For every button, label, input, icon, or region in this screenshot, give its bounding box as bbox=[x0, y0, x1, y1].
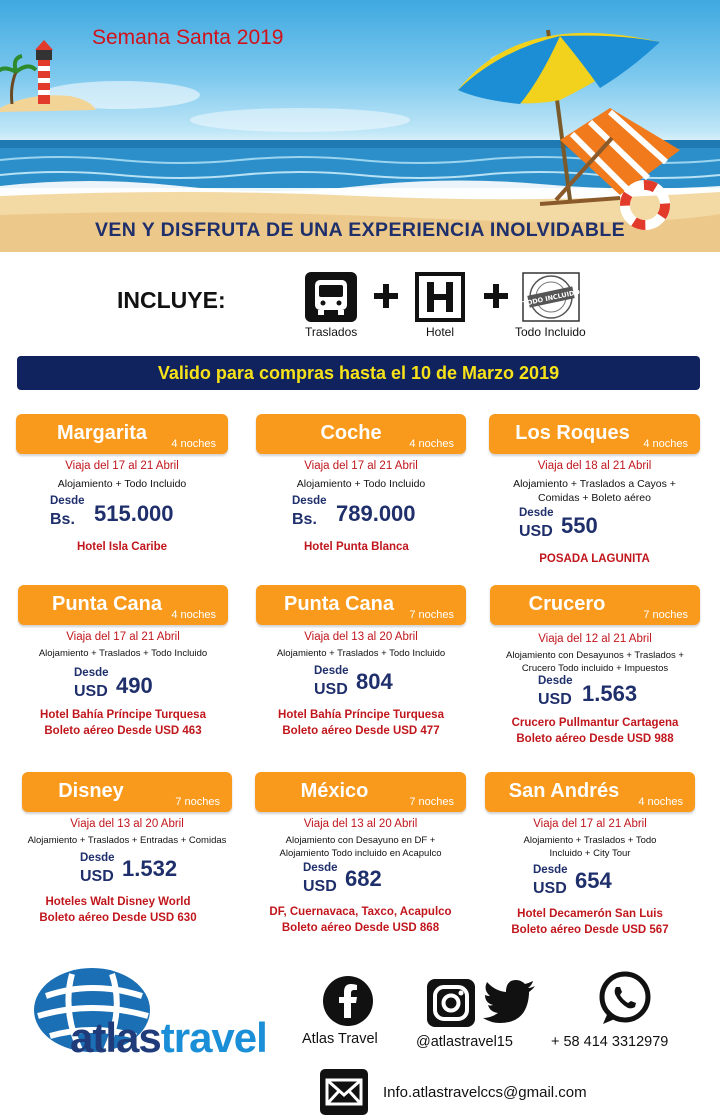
price: 515.000 bbox=[94, 501, 174, 526]
hotel-name: Hotel Punta Blanca bbox=[304, 541, 409, 553]
package-card-los-roques[interactable] bbox=[489, 414, 700, 567]
atlas-travel-logo bbox=[32, 966, 268, 1060]
travel-dates: Viaja del 17 al 21 Abril bbox=[304, 460, 418, 472]
price: 1.532 bbox=[122, 855, 178, 881]
travel-dates: Viaja del 12 al 21 Abril bbox=[538, 633, 652, 645]
nights-label: 4 noches bbox=[171, 609, 216, 621]
instagram-twitter-handle: @atlastravel15 bbox=[416, 1034, 513, 1050]
package-description: Alojamiento + Traslados a Cayos + Comidas + Boleto aéreo bbox=[513, 478, 676, 504]
destination-tab bbox=[490, 585, 700, 625]
price-block bbox=[256, 663, 466, 707]
package-description: Alojamiento + Traslados + Todo Incluido bbox=[276, 648, 446, 659]
destination-tab bbox=[485, 772, 695, 812]
desde-label: Desde bbox=[50, 495, 85, 507]
price-block bbox=[22, 850, 232, 894]
hero-banner bbox=[0, 0, 720, 252]
hotel-name: DF, Cuernavaca, Taxco, Acapulco bbox=[269, 906, 452, 918]
package-card-punta-cana-7[interactable] bbox=[256, 585, 466, 739]
hotel-name: Hoteles Walt Disney World bbox=[45, 895, 191, 908]
flight-price: Boleto aéreo Desde USD 988 bbox=[516, 733, 674, 745]
plus-icon bbox=[372, 282, 400, 310]
whatsapp-number: + 58 414 3312979 bbox=[551, 1034, 669, 1050]
travel-dates: Viaja del 17 al 21 Abril bbox=[533, 818, 647, 830]
facebook-label: Atlas Travel bbox=[302, 1031, 378, 1047]
package-description: Alojamiento + Traslados + Entradas + Comidas bbox=[27, 835, 227, 846]
price: 804 bbox=[356, 668, 393, 694]
hotel-caption: Hotel bbox=[426, 325, 455, 339]
package-description: Alojamiento con Desayuno en DF + Alojamiento Todo incluido en Acapulco bbox=[279, 835, 442, 859]
flight-price: Boleto aéreo Desde USD 477 bbox=[282, 724, 440, 737]
currency: USD bbox=[519, 523, 553, 540]
desde-label: Desde bbox=[74, 666, 109, 679]
destination-name: Disney bbox=[58, 780, 124, 802]
flight-price: Boleto aéreo Desde USD 567 bbox=[511, 924, 669, 936]
price: 1.563 bbox=[582, 681, 638, 706]
destination-tab bbox=[16, 414, 228, 454]
hero-tagline: VEN Y DISFRUTA DE UNA EXPERIENCIA INOLVIDABLE bbox=[94, 219, 626, 241]
package-card-disney[interactable] bbox=[22, 772, 232, 926]
package-description: Alojamiento con Desayunos + Traslados + Crucero Todo incluido + Impuestos bbox=[506, 650, 684, 674]
price-block bbox=[255, 860, 466, 904]
price-block bbox=[485, 862, 695, 906]
destination-tab bbox=[22, 772, 232, 812]
currency: USD bbox=[314, 680, 348, 698]
travel-dates: Viaja del 17 al 21 Abril bbox=[66, 631, 180, 643]
nights-label: 4 noches bbox=[643, 438, 688, 450]
price-block bbox=[489, 507, 700, 551]
instagram-icon[interactable] bbox=[427, 979, 475, 1027]
desde-label: Desde bbox=[533, 864, 568, 876]
nights-label: 4 noches bbox=[171, 438, 216, 450]
hotel-name: Hotel Bahía Príncipe Turquesa bbox=[278, 708, 444, 721]
flight-price: Boleto aéreo Desde USD 868 bbox=[281, 922, 440, 934]
package-card-margarita[interactable] bbox=[16, 414, 228, 555]
desde-label: Desde bbox=[519, 507, 554, 519]
package-card-mexico[interactable] bbox=[255, 772, 466, 936]
nights-label: 4 noches bbox=[638, 796, 683, 808]
package-card-punta-cana-4[interactable] bbox=[18, 585, 228, 739]
currency: USD bbox=[80, 867, 114, 885]
travel-dates: Viaja del 13 al 20 Abril bbox=[70, 818, 184, 830]
package-card-crucero[interactable] bbox=[490, 585, 700, 747]
currency: Bs. bbox=[292, 511, 317, 528]
hotel-name: POSADA LAGUNITA bbox=[539, 553, 650, 565]
package-description: Alojamiento + Todo Incluido bbox=[296, 478, 426, 490]
todo-incluido-stamp-icon bbox=[522, 272, 580, 322]
hero-title: Semana Santa 2019 bbox=[92, 26, 284, 49]
email-address[interactable]: Info.atlastravelccs@gmail.com bbox=[383, 1084, 587, 1101]
price-block bbox=[490, 673, 700, 715]
travel-dates: Viaja del 17 al 21 Abril bbox=[65, 460, 179, 472]
currency: USD bbox=[533, 880, 567, 897]
destination-name: Los Roques bbox=[515, 422, 630, 444]
email-icon[interactable] bbox=[320, 1069, 368, 1115]
includes-label: INCLUYE: bbox=[117, 287, 226, 313]
desde-label: Desde bbox=[292, 495, 327, 507]
travel-dates: Viaja del 13 al 20 Abril bbox=[304, 631, 418, 643]
hotel-name: Hotel Decamerón San Luis bbox=[517, 908, 663, 920]
hotel-name: Hotel Isla Caribe bbox=[76, 541, 168, 553]
destination-name: Punta Cana bbox=[283, 593, 395, 615]
destination-tab bbox=[256, 585, 466, 625]
price-block bbox=[256, 493, 466, 537]
price: 550 bbox=[561, 513, 598, 538]
destination-name: México bbox=[300, 780, 369, 802]
price-block bbox=[16, 493, 228, 537]
hotel-icon bbox=[415, 272, 465, 322]
traslados-caption: Traslados bbox=[305, 325, 358, 339]
price: 789.000 bbox=[336, 501, 416, 526]
nights-label: 7 noches bbox=[409, 609, 454, 621]
nights-label: 4 noches bbox=[409, 438, 454, 450]
destination-name: Crucero bbox=[528, 593, 606, 615]
hotel-name: Crucero Pullmantur Cartagena bbox=[511, 717, 679, 729]
flight-price: Boleto aéreo Desde USD 630 bbox=[39, 911, 197, 924]
destination-name: Punta Cana bbox=[51, 593, 163, 615]
whatsapp-icon[interactable] bbox=[597, 970, 653, 1026]
currency: Bs. bbox=[50, 511, 75, 528]
package-description: Alojamiento + Traslados + Todo Incluido bbox=[38, 648, 208, 659]
currency: USD bbox=[74, 682, 108, 700]
destination-tab bbox=[255, 772, 466, 812]
currency: USD bbox=[538, 691, 572, 708]
hotel-name: Hotel Bahía Príncipe Turquesa bbox=[40, 708, 206, 721]
package-description: Alojamiento + Todo Incluido bbox=[57, 478, 187, 490]
todo-incluido-caption: Todo Incluido bbox=[515, 325, 586, 339]
destination-tab bbox=[18, 585, 228, 625]
price: 654 bbox=[575, 868, 612, 893]
package-card-san-andres[interactable] bbox=[485, 772, 695, 938]
stamp-text: TODO INCLUIDO bbox=[522, 288, 580, 308]
travel-dates: Viaja del 13 al 20 Abril bbox=[303, 818, 418, 830]
destination-tab bbox=[489, 414, 700, 454]
destination-name: Margarita bbox=[56, 422, 148, 444]
plus-icon bbox=[482, 282, 510, 310]
price-block bbox=[18, 663, 228, 707]
desde-label: Desde bbox=[314, 664, 349, 677]
currency: USD bbox=[303, 878, 337, 895]
desde-label: Desde bbox=[538, 675, 573, 687]
nights-label: 7 noches bbox=[409, 796, 454, 808]
travel-dates: Viaja del 18 al 21 Abril bbox=[537, 460, 652, 472]
nights-label: 7 noches bbox=[643, 609, 688, 621]
nights-label: 7 noches bbox=[175, 796, 220, 808]
desde-label: Desde bbox=[80, 851, 115, 864]
flight-price: Boleto aéreo Desde USD 463 bbox=[44, 724, 202, 737]
destination-name: San Andrés bbox=[508, 780, 620, 802]
package-description: Alojamiento + Traslados + Todo Incluido + City Tour bbox=[523, 835, 657, 859]
price: 682 bbox=[345, 866, 382, 891]
twitter-icon[interactable] bbox=[483, 980, 537, 1026]
price: 490 bbox=[116, 672, 153, 698]
logo-text: atlastravel bbox=[70, 1014, 267, 1060]
destination-tab bbox=[256, 414, 466, 454]
validity-banner: Valido para compras hasta el 10 de Marzo 2019 bbox=[17, 356, 700, 390]
bus-icon bbox=[305, 272, 357, 322]
destination-name: Coche bbox=[320, 422, 382, 444]
facebook-icon[interactable] bbox=[323, 976, 373, 1026]
desde-label: Desde bbox=[303, 862, 338, 874]
package-card-coche[interactable] bbox=[256, 414, 466, 555]
